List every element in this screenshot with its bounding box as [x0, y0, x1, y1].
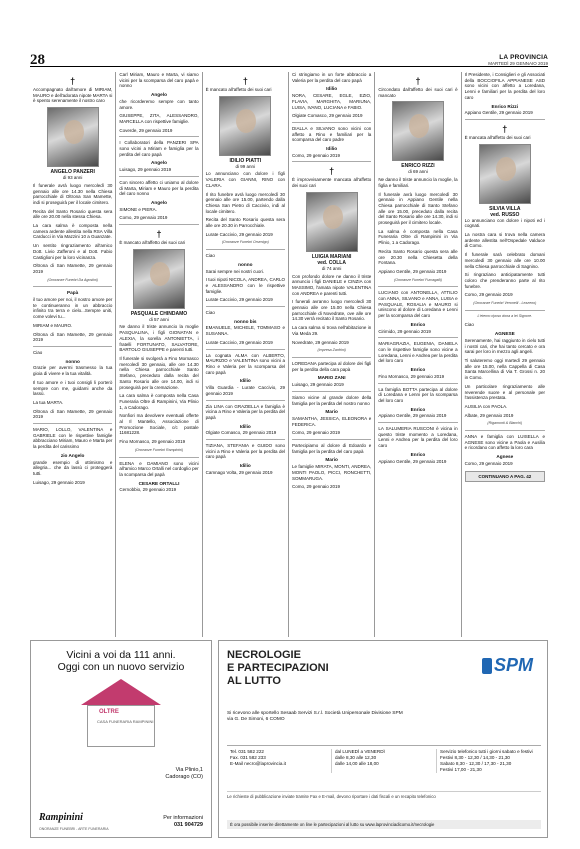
house-subtitle: CASA FUNERARIA RAMPININI	[97, 719, 154, 724]
notice-signature: nonno bis	[234, 318, 257, 324]
notice-place-date: Appiano Gentile, 29 gennaio 2019	[378, 413, 447, 419]
notice-signature: nonno	[65, 358, 80, 364]
funeral-home-ad	[30, 640, 212, 838]
spm-logo-text: SPM	[493, 655, 533, 675]
notice-text: ANNA e famiglia con LUISELLA e AGNESE sono vicine a Paola e Ausilia e ricordano con affetto la loro cara	[464, 434, 545, 451]
notice-signature: AGNESE	[494, 331, 515, 337]
notice-place-date: Olgiate Comasco, 29 gennaio 2019	[205, 430, 277, 436]
ad-phone: 031 904729	[173, 822, 203, 828]
notice-place-date: Albate, 29 gennaio 2019	[464, 412, 514, 418]
continue-link[interactable]: CONTINUANO A PAG. 42	[465, 471, 545, 483]
deceased-age: di 74 anni	[321, 265, 342, 271]
rampinini-logo: Rampinini	[39, 812, 83, 823]
notice-text: La cara salma si trova nell'abitazione in Via Meda 29.	[291, 325, 372, 336]
notice-text: Nonfiori ma devolvere eventuali offerte al Il Mantello, Associazione di Promozione Sociale, c/c postale 11681228.	[119, 413, 199, 436]
notice-place-date: Como, 29 gennaio 2019	[291, 484, 341, 490]
opening-hours	[332, 749, 437, 773]
notice-place-date: Luisago, 29 gennaio 2019	[291, 382, 344, 388]
notice-text: Lo annunciano con dolore i figli VALERIA con GIANNI, RINO con CLARA.	[205, 171, 285, 188]
notice-text: Sarai sempre nei nostri cuori.	[205, 268, 265, 274]
masthead-date: MARTEDÌ 29 GENNAIO 2019	[488, 61, 548, 66]
notice-place-date: Oltrona di San Mamette, 29 gennaio 2019	[33, 408, 113, 420]
rampinini-logo-subtitle: ONORANZE FUNEBRI - ARTE FUNERARIA	[39, 827, 109, 831]
notice-text: La tua MARTA.	[33, 399, 64, 405]
notice-place-date: Lurate Caccivio, 29 gennaio 2019	[205, 339, 273, 345]
notice-text: Ciao	[205, 253, 215, 259]
notice-text: Il funerale avrà luogo mercoledì 30 gennaio in Appiano Gentile nella Chiesa parrocchiale di Santo Stefano alle ore 15.00, preceduto dalla recita del Santo Rosario alle ore 14.30, indi si proseguirà per il cimitero locale.	[378, 191, 458, 226]
notice-signature: Idilio	[239, 378, 251, 384]
notice-text: Ciao	[464, 322, 474, 328]
notice-text: I funerali avranno luogo mercoledì 30 gennaio alle ore 15.00 nella Chiesa parrocchiale di Novedrate, ove alle ore 14.30 verrà recitato il Santo Rosario.	[291, 299, 372, 322]
deceased-name: ENRICO RIZZI	[401, 163, 435, 170]
notice-text: Il Presidente, i Consiglieri e gli Associati della BOCCIOFILA APPIANESE ASD sono vicini con affetto a Loredana, Lenni e familiari per la perdita del loro caro	[464, 72, 545, 100]
masthead-brand: LA PROVINCIA	[499, 54, 548, 61]
notice-text: TIZIANA, STEFANIA e GUIDO sono vicini a Rino e Valeria per la perdita del caro papà	[205, 443, 285, 460]
funeral-home-credit: (Onoranze Funebri Fumagalli)	[394, 277, 442, 282]
notice-signature: Mario	[325, 457, 338, 463]
notice-text: che ricorderemo sempre con tanto amore.	[119, 98, 199, 110]
roof-shape	[81, 679, 161, 705]
deceased-name-suffix: ved. RUSSO	[490, 211, 520, 218]
notice-place-date: Villa Guardia - Lurate Caccivio, 29 gennaio 2019	[205, 385, 285, 396]
notice-place-date: Olgiate Comasco, 29 gennaio 2019	[291, 113, 363, 119]
ad-title-line-3: AL LUTTO	[227, 675, 281, 687]
divider	[465, 119, 545, 120]
phone-service-hours: Festivi 8,30 - 12,30 / 14,30 - 21,30	[440, 755, 510, 760]
notice-text: Recita Santo Rosario questa sera alle ore 20.30 nella Chiesetta della Fontana.	[378, 248, 458, 266]
notice-place-date: Lurate Caccivio, 29 gennaio 2019	[205, 231, 273, 237]
notice-text: Il funerale avrà luogo mercoledì 30 gennaio alle ore 14.30 nella Chiesa parrocchiale di Oltrona San Mamette, indi si proseguirà per il locale cimitero.	[33, 182, 113, 205]
ad-title-line-2: E PARTECIPAZIONI	[227, 662, 329, 674]
notice-intro: Circondato dall'affetto dei suoi cari è mancato	[378, 87, 458, 98]
divider	[292, 439, 371, 440]
notice-text: Recita del Santo Rosario questa sera alle ore 20.00 nella stessa Chiesa.	[33, 208, 113, 220]
notice-text: Siamo vicine al grande dolore della famiglia per la perdita del nostro nonno	[291, 394, 372, 406]
contact-fax: Fax. 031 582 233	[230, 755, 266, 760]
ad-subheadline: Oggi con un nuovo servizio	[57, 661, 185, 673]
notice-intro: Accompagnato dall'amore di MIRIAM, MAURO e dell'adorata nipote MARTA si è spento serenamente il nostro caro	[33, 87, 113, 104]
divider	[378, 337, 457, 338]
contact-channels	[227, 749, 332, 773]
notice-text: Serenamente, hai raggiunto in cielo tutti i nostri cari, che hai tanto cercato e ora sarai per loro in mezzo agli angeli.	[464, 337, 545, 355]
portrait-photo	[306, 192, 358, 252]
notice-place-date: Camnago Volta, 29 gennaio 2019	[205, 469, 273, 475]
notice-signature: MARIO ZANI	[317, 375, 346, 381]
notice-place-date: Luisago, 29 gennaio 2019	[119, 167, 172, 173]
obituary-columns	[30, 72, 548, 637]
notice-text: Carl Miriam, Mauro e Marta, vi siamo vicini per la scomparsa del caro papà e nonno	[119, 72, 199, 89]
notice-place-date: Cirimido, 29 gennaio 2019	[378, 328, 431, 334]
notice-text: AUSILIA con PAOLA.	[464, 403, 508, 409]
notice-signature: Idilio	[326, 86, 338, 92]
notice-place-date: Lurate Caccivio, 29 gennaio 2019	[205, 297, 273, 303]
column-2	[116, 72, 202, 637]
contact-tel: Tel. 031 582 222	[230, 749, 264, 754]
header-rule	[30, 66, 548, 67]
notice-text: Con profondo dolore ne danno il triste annuncio i figli DANIELE e CINZIA con MASSIMO, l'amata nipote VALENTINA con ANDREA e parenti tutti.	[291, 273, 372, 296]
notice-text: Recita del Santo Rosario questa sera alle ore 20.30 in Parrocchiale.	[205, 217, 285, 229]
notice-place-date: Coverde, 29 gennaio 2019	[119, 127, 173, 133]
office-line: Si ricevono alle sportello Sesaab Servizi S.r.l. Società Unipersonale Divisione SPM	[227, 711, 403, 716]
notice-text: Ciao	[205, 310, 215, 316]
divider	[33, 346, 112, 347]
hours-days: dal LUNEDÌ a VENERDÌ	[335, 749, 385, 754]
notice-text: MARIO, LOLLO, VALENTINA e GABRIELE con le rispettive famiglie abbracciano Miriam, Mauro e Marta per la perdita del carissimo	[33, 427, 113, 450]
divider	[206, 249, 285, 250]
office-info	[227, 711, 541, 723]
notice-text: Un particolare ringraziamento alle reverende suore e al personale per l'assistenza prestata.	[464, 383, 545, 401]
ad-address-city: Cadorago (CO)	[165, 774, 203, 780]
cross-icon: †	[70, 76, 76, 86]
notice-signature: Enrico	[410, 367, 426, 373]
portrait-photo	[392, 101, 444, 161]
notice-place-date: Luisago, 29 gennaio 2019	[33, 479, 85, 485]
deceased-name: ANGELO PANZERI	[50, 169, 95, 176]
hours-afternoon: dalle 14,00 alle 18,00	[335, 761, 379, 766]
house-logo-icon	[61, 679, 181, 749]
ad-info-label: Per informazioni	[163, 815, 203, 821]
divider	[119, 457, 198, 458]
deceased-age: di 99 anni	[235, 163, 256, 169]
notice-text: La cognata ALMA con ALBERTO, MAURIZIO e VALENTINA sono vicini a Rino e Valeria per la scomparsa del caro papà	[205, 352, 285, 375]
divider	[292, 357, 371, 358]
notice-text: Ne danno il triste annuncio la moglie PASQUALINA, i figli GIONATAN e ALEXIA, la sorella ANTONIETTA, i fratelli FORTUNATO, SALVATORE, BARTOLO GIUSEPPE e parenti tutti.	[119, 324, 199, 353]
notice-text: MIRIAM e MAURO.	[33, 322, 73, 328]
notice-place-date: Como, 29 gennaio 2019	[291, 430, 341, 436]
divider	[292, 161, 371, 162]
notice-text: Il funerale si svolgerà a Fino Mornasco mercoledì 30 gennaio, alle ore 14.30 nella Chiesa parrocchiale Santo Stefano, preceduto dalla recita del Santo Rosario alle ore 14.00, indi si proseguirà per la cremazione.	[119, 355, 199, 390]
notice-text: Ciao	[33, 349, 43, 355]
notice-text: La salma è composta nella Casa Funeraria Oltre di Rampinini in Via Plinio, 1 a Cadorago.	[378, 228, 458, 246]
masthead	[488, 54, 548, 66]
notice-text: Il tuo amore e i tuoi consigli li porterò sempre con me, guidami anche da lassù.	[33, 379, 113, 397]
house-title: OLTRE	[99, 709, 119, 715]
divider	[378, 383, 457, 384]
notice-text: SIMONE e PIERA.	[119, 206, 157, 212]
notice-text: Grazie per avermi trasmesso la tua gioia di vivere e la tua vitalità.	[33, 365, 113, 377]
cross-icon: †	[156, 229, 162, 240]
phone-service-hours: Festivi 17,00 - 21,30	[440, 767, 482, 772]
notice-text: GIUSEPPE, ZITA, ALESSANDRO, MARCELLA con rispettive famiglie.	[119, 113, 199, 124]
notice-text: SAMANTHA, JESSICA, ELEONORA e FEDERICA.	[291, 415, 372, 427]
spm-logo	[482, 655, 533, 676]
notice-text: NORA, CESARE, EGLE, EZIO, FLAVIA, MARGHITA, MARIUNA, LUISA, IVANO, LUCIANA e FABIO.	[291, 93, 372, 110]
funeral-home-credit: (Impresa Zanfrini)	[317, 348, 346, 353]
funeral-home-credit: (Onoranze Funebri Da Agostini)	[47, 277, 98, 282]
notice-intro: È mancato all'affetto dei suoi cari	[119, 240, 186, 246]
office-address: via G. De Simoni, 6 COMO	[227, 717, 285, 723]
notice-text: La cara salma è composta nella Casa Funeraria Oltre di Rampinini, Via Plinio 1, a Cadorago.	[119, 393, 199, 410]
notice-signature: Idilio	[239, 423, 251, 429]
deceased-name: SILVIA VILLA	[489, 205, 521, 212]
notice-text: Ne danno il triste annuncio la moglie, la figlia e familiari.	[378, 177, 458, 188]
notice-signature: Enrico Rizzi	[491, 103, 519, 109]
funeral-home-credit: (Rigamonti & Bianchi)	[487, 421, 523, 426]
cross-icon: †	[502, 123, 508, 134]
contact-grid	[227, 745, 541, 773]
notice-text: Ti saluteremo oggi martedì 29 gennaio alle ore 15.00, nella Cappella di Casa Santa Marcellina di Via T. Grossi n. 20 in Como.	[464, 357, 545, 381]
notice-text: LOREDANA partecipa al dolore dei figli per la perdita della cara papà	[291, 360, 372, 372]
notice-text: Lo annunciano con dolore i nipoti ed i cognati.	[464, 217, 545, 229]
submission-note: Le richieste di pubblicazione inviate tramite Fax e E-mail, devono riportare i dati fiscali e un recapito telefonico	[227, 791, 541, 800]
notice-text: EMANUELE, MICHELE, TOMMASO e SUSANNA.	[205, 325, 285, 337]
notice-text: Si ringraziano anticipatamente tutti coloro che prenderanno parte al rito funebre.	[464, 272, 545, 289]
divider	[206, 439, 285, 440]
ad-title-line-1: NECROLOGIE	[227, 649, 301, 661]
column-4	[289, 72, 375, 637]
online-submission-link[interactable]: È ora possibile inserire direttamente on line le partecipazioni al lutto su www.laprovinciadicomo.it/necrologie	[227, 820, 541, 829]
spm-mark-icon	[482, 658, 492, 674]
divider	[206, 349, 285, 350]
notice-place-date: Como, 29 gennaio 2019	[464, 460, 513, 466]
notice-intro: È improvvisamente mancata all'affetto dei suoi cari	[291, 177, 372, 189]
funeral-home-credit: (Onoranze Funebri Orsenigo)	[221, 240, 269, 245]
notice-place-date: Appiano Gentile, 29 gennaio 2019	[464, 110, 533, 116]
notice-place-date: Como, 29 gennaio 2019	[119, 215, 168, 221]
contact-email[interactable]: E-Mail necro@laprovincia.it	[230, 761, 286, 766]
deceased-name: LUIGIA MARIANI	[311, 253, 352, 260]
divider	[206, 306, 285, 307]
divider	[465, 310, 545, 311]
notice-text: Il funerale sarà celebrato domani mercoledì 30 gennaio alle ore 10.00 nella Chiesa parrocchiale di Sagnino.	[464, 252, 545, 269]
notice-text: Ci stringiamo in un forte abbraccio a Valeria per la perdita del caro papà	[291, 72, 372, 83]
notice-signature: Enrico	[410, 321, 426, 327]
notice-signature: nonno	[238, 261, 253, 267]
column-5	[375, 72, 461, 637]
divider	[33, 423, 112, 424]
divider	[378, 422, 457, 423]
phone-service-hours: Sabato 8,30 - 12,30 / 17,30 - 21,30	[440, 761, 512, 766]
divider	[378, 286, 457, 287]
column-3	[203, 72, 289, 637]
notice-place-date: Como, 29 gennaio 2019	[464, 292, 513, 298]
notice-signature: Enrico	[410, 451, 426, 457]
hours-morning: dalle 8,30 alle 12,30	[335, 755, 377, 760]
notice-text: Le famiglie MIRATA, MONTI, ANDREA, MONTI PAOLO, PICCI, RONCHETTI, SOMMARUGA.	[291, 464, 372, 481]
notice-text: Partecipiamo al dolore di Edoardo e famiglia per la perdita del caro papà	[291, 443, 372, 454]
notice-text: LUCIANO con ANTONELLA, ATTILIO con ANNA, SILVANO e ANNA, LUISA e PASQUALE, ROSALIA e MAURO si uniscono al dolore di Loredana e Lenni per la scomparsa del caro	[378, 290, 458, 319]
notice-intro: È mancato all'affetto dei suoi cari	[205, 87, 272, 92]
notice-text: La cara salma è composta nella camera ardente allestita nella RSA Villa Carducci in Via Mazzini 10 a Guanzate.	[33, 223, 113, 240]
cross-icon: †	[329, 166, 335, 177]
notice-text: La nostra cara si trova nella camera ardente allestita nell'Ospedale Valduce di Como.	[464, 232, 545, 249]
divider	[119, 136, 198, 137]
divider	[206, 400, 285, 401]
divider	[33, 286, 112, 287]
notice-text: MARIAGRAZIA, EUGENIA, DANIELA con le rispettive famiglie sono vicine a Loredana, Lenni e Andrea per la perdita del loro caro	[378, 341, 458, 364]
notice-text: grande esempio di ottimismo e allegria... che da lassù ci proteggerà tutti.	[33, 459, 113, 476]
portrait-photo	[479, 144, 531, 204]
house-body	[87, 705, 155, 747]
cross-icon: †	[242, 76, 248, 86]
notice-intro: È mancata all'affetto dei suoi cari	[464, 134, 531, 140]
divider	[292, 122, 371, 123]
deceased-age: di 93 anni	[62, 175, 83, 181]
notice-signature: Papà	[67, 290, 79, 296]
notice-place-date: Appiano Gentile, 29 gennaio 2019	[378, 458, 447, 464]
notice-signature: Agnese	[496, 454, 514, 460]
phone-service-title: Servizio telefonico tutti i giorni sabato e festivi	[440, 749, 533, 754]
funeral-home-credit: (Onoranze Funebri Rampinini)	[134, 447, 184, 452]
divider	[465, 430, 545, 431]
notice-place-date: Oltrona di San Mamette, 29 gennaio 2019	[33, 263, 113, 274]
deceased-name: PASQUALE CHINDAMO	[130, 310, 188, 317]
notice-text: Un sentito ringraziamento all'amico Dott. Livio Zafferoni e al Dott. Fabio Castiglioni per la loro vicinanza.	[33, 243, 113, 260]
notice-signature: zio Angelo	[60, 452, 85, 458]
notice-text: I Collaboratori della PANZERI SPA sono vicini a Miriam e famiglia per la perdita del caro papà	[119, 140, 199, 157]
ad-address	[165, 767, 203, 781]
divider	[119, 176, 198, 177]
ad-headline: Vicini a voi da 111 anni.	[66, 649, 176, 661]
notice-text: Con sincero affetto ci uniamo al dolore di Marta, Miriam e Mauro per la perdita del caro nonno	[119, 179, 199, 197]
portrait-photo	[219, 96, 271, 156]
page-number: 28	[30, 52, 45, 68]
divider	[292, 391, 371, 392]
notice-signature: Angelo	[151, 199, 167, 205]
divider	[119, 224, 198, 225]
notice-signature: Mario	[325, 409, 338, 415]
portrait-photo	[133, 249, 185, 309]
notice-place-date: Oltrona di San Mamette, 29 gennaio 2019	[33, 331, 113, 343]
deceased-age: di 57 anni	[149, 316, 169, 322]
notice-text: Il rito funebre avrà luogo mercoledì 30 gennaio alle ore 15.00, partendo dalla Chiesa San Pietro di Caccivio, indi al locale cimitero.	[205, 191, 285, 214]
notice-text: il tuo amore per noi, il nostro amore per te continueranno in un abbraccio infinito tra terra e cielo...Sempre uniti, come volevi tu...	[33, 297, 113, 320]
notice-text: Zia LINA con GRAZIELLA e famiglia è vicina a Rino e Valeria per la perdita del papà	[205, 403, 285, 420]
notice-place-date: Fino Mornasco, 29 gennaio 2019	[378, 373, 445, 379]
portrait-photo	[47, 107, 99, 167]
notice-text: LA SALUMERIA RUSCONI è vicina in questo triste momento a Loredana, Lenni e Andrea per la perdita del loro caro	[378, 426, 458, 449]
notice-signature: Enrico	[410, 406, 426, 412]
notice-place-date: Como, 29 gennaio 2019	[291, 152, 341, 158]
notice-place-date: Cernobbio, 29 gennaio 2019	[119, 487, 177, 493]
notice-signature: Idilio	[239, 463, 251, 469]
notice-text: ELENA e DAMIANO sono vicini all'amico Marco Ortalli nel cordoglio per la scomparsa del papà	[119, 460, 199, 477]
notice-signature: CESARE ORTALLI	[138, 480, 180, 486]
column-6	[462, 72, 548, 637]
notice-signature: Angelo	[151, 160, 167, 166]
notice-text: La famiglia BOTTA partecipa al dolore di Loredana e Lenni per la scomparsa del loro caro	[378, 386, 458, 403]
phone-service	[437, 749, 541, 773]
cross-icon: †	[415, 76, 421, 86]
notice-signature: Angelo	[151, 92, 167, 98]
notice-place-date: Appiano Gentile, 29 gennaio 2019	[378, 268, 447, 274]
deceased-age: di 69 anni	[408, 169, 428, 175]
funeral-home-credit: (Onoranze Funebri Veronelli - Lezzeno)	[473, 301, 537, 306]
deceased-name: IDILIO PIATTI	[229, 157, 262, 164]
ad-contact	[163, 815, 203, 829]
column-1	[30, 72, 116, 637]
ad-address-street: Via Plinio,1	[175, 767, 203, 773]
deceased-name-suffix: ved. COLLA	[317, 259, 346, 266]
notice-signature: Idilio	[326, 146, 338, 152]
prayer-line: L'eterno riposo dona a lei Signore.	[477, 313, 533, 318]
notice-place-date: Fino Mornasco, 29 gennaio 2019	[119, 439, 186, 445]
necrology-service-ad	[218, 640, 548, 838]
notice-text: I tuoi nipoti NICOLA, ANDREA, CARLO e ALESSANDRO con le rispettive famiglie.	[205, 277, 285, 294]
notice-place-date: Novedrate, 29 gennaio 2019	[291, 339, 349, 345]
notice-text: DIALLA e SILVANO sono vicini con affetto a Rino e familiari per la scomparsa del caro padre	[291, 125, 372, 143]
